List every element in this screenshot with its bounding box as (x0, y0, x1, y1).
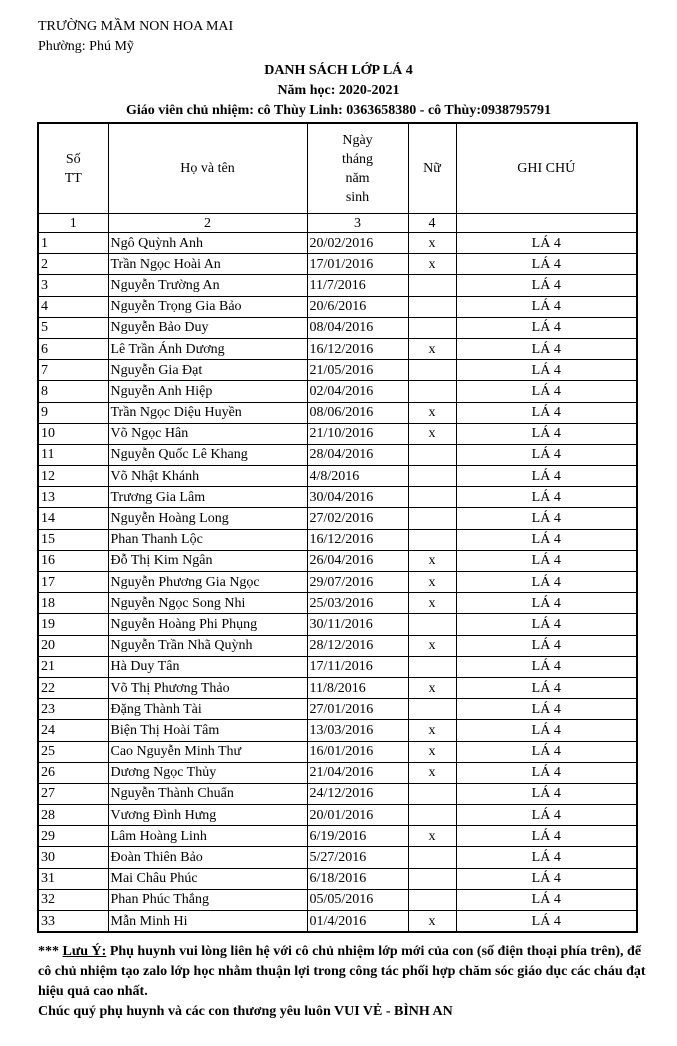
row-name: Lê Trần Ánh Dương (108, 338, 307, 359)
row-name: Đỗ Thị Kim Ngân (108, 550, 307, 571)
row-stt: 9 (38, 402, 108, 423)
row-note: LÁ 4 (456, 360, 637, 381)
row-name: Đoàn Thiên Bảo (108, 847, 307, 868)
row-female: x (408, 762, 456, 783)
table-row (38, 381, 637, 402)
row-note: LÁ 4 (456, 317, 637, 338)
row-dob: 16/01/2016 (307, 741, 408, 762)
school-name: TRƯỜNG MẦM NON HOA MAI (38, 19, 234, 34)
table-row (38, 826, 637, 847)
row-note: LÁ 4 (456, 444, 637, 465)
row-name: Nguyễn Trường An (108, 275, 307, 296)
row-stt: 18 (38, 593, 108, 614)
closing-text: Chúc quý phụ huynh và các con thương yêu luôn VUI VẺ - BÌNH AN (38, 1004, 453, 1019)
header-stt: Số TT (38, 123, 108, 214)
table-row (38, 720, 637, 741)
table-row (38, 677, 637, 698)
row-stt: 28 (38, 805, 108, 826)
row-dob: 30/11/2016 (307, 614, 408, 635)
row-name: Trần Ngọc Diệu Huyền (108, 402, 307, 423)
row-dob: 16/12/2016 (307, 338, 408, 359)
row-stt: 11 (38, 444, 108, 465)
row-stt: 10 (38, 423, 108, 444)
table-row (38, 868, 637, 889)
row-note: LÁ 4 (456, 805, 637, 826)
row-stt: 6 (38, 338, 108, 359)
row-female (408, 466, 456, 487)
row-dob: 17/11/2016 (307, 656, 408, 677)
row-stt: 27 (38, 783, 108, 804)
row-note: LÁ 4 (456, 911, 637, 933)
row-stt: 5 (38, 317, 108, 338)
row-note: LÁ 4 (456, 656, 637, 677)
footer-note (38, 942, 648, 1022)
row-stt: 32 (38, 889, 108, 910)
row-note: LÁ 4 (456, 741, 637, 762)
row-dob: 11/7/2016 (307, 275, 408, 296)
row-dob: 29/07/2016 (307, 572, 408, 593)
row-dob: 13/03/2016 (307, 720, 408, 741)
row-note: LÁ 4 (456, 868, 637, 889)
row-female (408, 317, 456, 338)
row-female: x (408, 550, 456, 571)
row-note: LÁ 4 (456, 550, 637, 571)
row-stt: 29 (38, 826, 108, 847)
table-row (38, 317, 637, 338)
row-name: Đặng Thành Tài (108, 699, 307, 720)
table-row (38, 466, 637, 487)
row-note: LÁ 4 (456, 487, 637, 508)
table-row (38, 762, 637, 783)
row-name: Võ Ngọc Hân (108, 423, 307, 444)
header-note: GHI CHÚ (456, 123, 637, 214)
table-row (38, 889, 637, 910)
row-stt: 17 (38, 572, 108, 593)
row-female (408, 783, 456, 804)
row-dob: 05/05/2016 (307, 889, 408, 910)
row-dob: 02/04/2016 (307, 381, 408, 402)
row-female: x (408, 741, 456, 762)
table-row (38, 338, 637, 359)
note-text: Phụ huynh vui lòng liên hệ với cô chủ nhiệm lớp mới của con (số điện thoại phía trên), để cô chủ nhiệm tạo zalo lớp học nhằm thuận lợi trong công tác phối hợp chăm sóc giáo dục các cháu đạt hiệu quả cao nhất. (38, 944, 646, 999)
row-female (408, 656, 456, 677)
table-row (38, 847, 637, 868)
row-female (408, 360, 456, 381)
row-dob: 26/04/2016 (307, 550, 408, 571)
row-stt: 19 (38, 614, 108, 635)
row-note: LÁ 4 (456, 762, 637, 783)
row-note: LÁ 4 (456, 529, 637, 550)
row-name: Nguyễn Trần Nhã Quỳnh (108, 635, 307, 656)
row-dob: 21/04/2016 (307, 762, 408, 783)
row-female: x (408, 635, 456, 656)
row-note: LÁ 4 (456, 720, 637, 741)
table-row (38, 444, 637, 465)
row-dob: 6/19/2016 (307, 826, 408, 847)
header-dob: Ngày tháng năm sinh (307, 123, 408, 214)
table-row (38, 635, 637, 656)
row-note: LÁ 4 (456, 614, 637, 635)
row-dob: 11/8/2016 (307, 677, 408, 698)
table-row (38, 508, 637, 529)
row-note: LÁ 4 (456, 677, 637, 698)
row-stt: 2 (38, 254, 108, 275)
row-female (408, 381, 456, 402)
row-female (408, 529, 456, 550)
row-dob: 21/05/2016 (307, 360, 408, 381)
table-row (38, 572, 637, 593)
row-note: LÁ 4 (456, 847, 637, 868)
row-female: x (408, 720, 456, 741)
row-dob: 20/02/2016 (307, 233, 408, 254)
row-stt: 23 (38, 699, 108, 720)
row-name: Vương Đình Hưng (108, 805, 307, 826)
row-note: LÁ 4 (456, 783, 637, 804)
row-name: Cao Nguyễn Minh Thư (108, 741, 307, 762)
row-female: x (408, 677, 456, 698)
row-name: Biện Thị Hoài Tâm (108, 720, 307, 741)
row-dob: 21/10/2016 (307, 423, 408, 444)
row-female (408, 805, 456, 826)
row-name: Ngô Quỳnh Anh (108, 233, 307, 254)
row-stt: 31 (38, 868, 108, 889)
row-name: Mai Châu Phúc (108, 868, 307, 889)
row-name: Nguyễn Thành Chuẩn (108, 783, 307, 804)
row-dob: 5/27/2016 (307, 847, 408, 868)
row-dob: 16/12/2016 (307, 529, 408, 550)
row-name: Nguyễn Hoàng Phi Phụng (108, 614, 307, 635)
school-year: Năm học: 2020-2021 (277, 83, 400, 98)
row-note: LÁ 4 (456, 233, 637, 254)
row-female (408, 296, 456, 317)
row-note: LÁ 4 (456, 296, 637, 317)
row-name: Nguyễn Phương Gia Ngọc (108, 572, 307, 593)
row-name: Võ Thị Phương Thảo (108, 677, 307, 698)
row-dob: 20/6/2016 (307, 296, 408, 317)
row-female (408, 487, 456, 508)
row-stt: 4 (38, 296, 108, 317)
row-dob: 27/01/2016 (307, 699, 408, 720)
note-label: Lưu Ý: (62, 944, 107, 959)
row-stt: 8 (38, 381, 108, 402)
row-note: LÁ 4 (456, 381, 637, 402)
table-row (38, 402, 637, 423)
row-stt: 16 (38, 550, 108, 571)
col-number (456, 214, 637, 233)
page-title: DANH SÁCH LỚP LÁ 4 (264, 63, 413, 78)
row-dob: 30/04/2016 (307, 487, 408, 508)
row-note: LÁ 4 (456, 826, 637, 847)
header-female: Nữ (408, 123, 456, 214)
col-number: 2 (108, 214, 307, 233)
ward-name: Phường: Phú Mỹ (38, 39, 134, 54)
table-row (38, 487, 637, 508)
table-row (38, 656, 637, 677)
row-stt: 13 (38, 487, 108, 508)
row-female (408, 508, 456, 529)
table-row (38, 614, 637, 635)
row-dob: 24/12/2016 (307, 783, 408, 804)
row-dob: 28/12/2016 (307, 635, 408, 656)
table-row (38, 911, 637, 933)
row-female (408, 444, 456, 465)
row-name: Nguyễn Trọng Gia Bảo (108, 296, 307, 317)
row-stt: 22 (38, 677, 108, 698)
class-list-table (37, 122, 638, 933)
row-note: LÁ 4 (456, 699, 637, 720)
row-stt: 25 (38, 741, 108, 762)
row-name: Nguyễn Hoàng Long (108, 508, 307, 529)
row-name: Dương Ngọc Thủy (108, 762, 307, 783)
table-row (38, 529, 637, 550)
row-dob: 08/06/2016 (307, 402, 408, 423)
row-dob: 01/4/2016 (307, 911, 408, 933)
row-name: Trương Gia Lâm (108, 487, 307, 508)
table-row (38, 699, 637, 720)
row-stt: 14 (38, 508, 108, 529)
table-row (38, 741, 637, 762)
row-stt: 26 (38, 762, 108, 783)
row-female: x (408, 572, 456, 593)
row-stt: 30 (38, 847, 108, 868)
row-female (408, 868, 456, 889)
row-female: x (408, 826, 456, 847)
row-name: Hà Duy Tân (108, 656, 307, 677)
row-note: LÁ 4 (456, 402, 637, 423)
row-note: LÁ 4 (456, 254, 637, 275)
row-name: Nguyễn Gia Đạt (108, 360, 307, 381)
row-female: x (408, 254, 456, 275)
row-name: Mẫn Minh Hi (108, 911, 307, 933)
row-name: Võ Nhật Khánh (108, 466, 307, 487)
table-row (38, 275, 637, 296)
column-number-row (38, 214, 637, 233)
row-female (408, 847, 456, 868)
row-dob: 20/01/2016 (307, 805, 408, 826)
row-dob: 4/8/2016 (307, 466, 408, 487)
row-name: Nguyễn Bảo Duy (108, 317, 307, 338)
row-stt: 1 (38, 233, 108, 254)
table-row (38, 423, 637, 444)
row-note: LÁ 4 (456, 466, 637, 487)
row-stt: 24 (38, 720, 108, 741)
row-female: x (408, 593, 456, 614)
col-number: 1 (38, 214, 108, 233)
row-dob: 17/01/2016 (307, 254, 408, 275)
table-row (38, 550, 637, 571)
row-female (408, 699, 456, 720)
row-name: Nguyễn Ngọc Song Nhi (108, 593, 307, 614)
table-header-row (38, 123, 637, 214)
row-stt: 3 (38, 275, 108, 296)
table-row (38, 593, 637, 614)
row-note: LÁ 4 (456, 572, 637, 593)
row-note: LÁ 4 (456, 275, 637, 296)
row-female: x (408, 402, 456, 423)
row-note: LÁ 4 (456, 508, 637, 529)
header-name: Họ và tên (108, 123, 307, 214)
row-stt: 21 (38, 656, 108, 677)
table-row (38, 805, 637, 826)
row-female (408, 275, 456, 296)
row-dob: 25/03/2016 (307, 593, 408, 614)
row-note: LÁ 4 (456, 423, 637, 444)
row-female: x (408, 423, 456, 444)
row-dob: 6/18/2016 (307, 868, 408, 889)
row-dob: 27/02/2016 (307, 508, 408, 529)
row-name: Trần Ngọc Hoài An (108, 254, 307, 275)
row-female (408, 889, 456, 910)
row-stt: 12 (38, 466, 108, 487)
row-stt: 7 (38, 360, 108, 381)
row-note: LÁ 4 (456, 338, 637, 359)
table-row (38, 360, 637, 381)
row-name: Phan Thanh Lộc (108, 529, 307, 550)
row-female: x (408, 911, 456, 933)
table-row (38, 296, 637, 317)
row-female: x (408, 233, 456, 254)
row-name: Phan Phúc Thắng (108, 889, 307, 910)
table-row (38, 783, 637, 804)
row-name: Lâm Hoàng Linh (108, 826, 307, 847)
row-stt: 20 (38, 635, 108, 656)
col-number: 4 (408, 214, 456, 233)
row-dob: 28/04/2016 (307, 444, 408, 465)
note-prefix: *** (38, 944, 59, 959)
row-stt: 15 (38, 529, 108, 550)
row-note: LÁ 4 (456, 635, 637, 656)
table-row (38, 233, 637, 254)
row-note: LÁ 4 (456, 889, 637, 910)
teacher-info: Giáo viên chủ nhiệm: cô Thùy Linh: 0363658380 - cô Thùy:0938795791 (126, 103, 551, 118)
row-note: LÁ 4 (456, 593, 637, 614)
row-dob: 08/04/2016 (307, 317, 408, 338)
row-name: Nguyễn Quốc Lê Khang (108, 444, 307, 465)
row-name: Nguyễn Anh Hiệp (108, 381, 307, 402)
row-female (408, 614, 456, 635)
row-female: x (408, 338, 456, 359)
row-stt: 33 (38, 911, 108, 933)
table-row (38, 254, 637, 275)
col-number: 3 (307, 214, 408, 233)
